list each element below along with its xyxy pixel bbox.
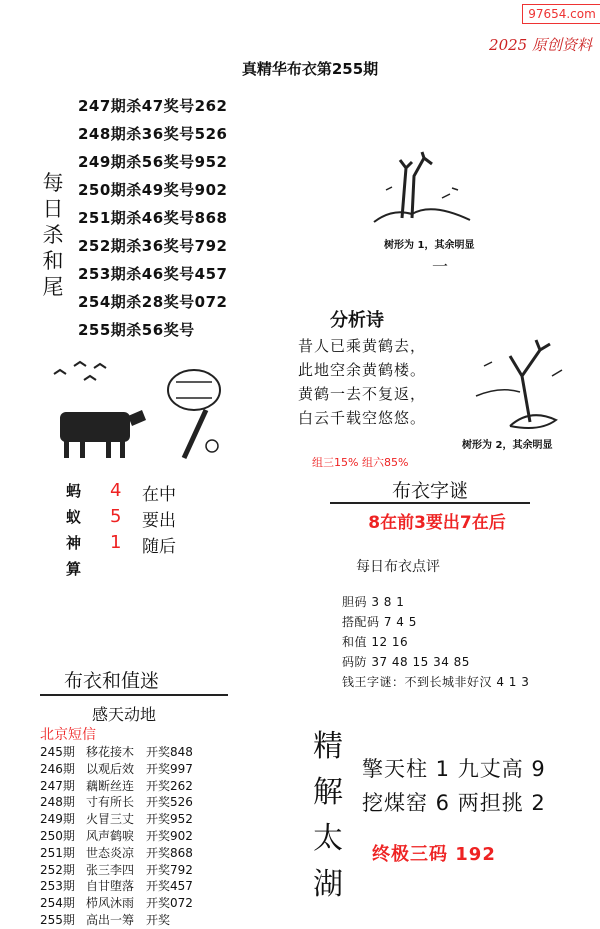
kill-list-item: 251期杀46奖号868 xyxy=(78,209,228,227)
riddle-title-underline xyxy=(330,502,530,504)
kill-list xyxy=(78,92,228,344)
ant-phrases xyxy=(142,482,176,560)
poem-line: 此地空余黄鹤楼。 xyxy=(298,361,427,379)
sum-riddle-row: 248期 寸有所长 开奖526 xyxy=(40,795,193,810)
sum-riddle-row: 253期 自甘堕落 开奖457 xyxy=(40,879,193,894)
tree-sketch-1 xyxy=(372,148,472,228)
kill-list-item: 253期杀46奖号457 xyxy=(78,265,228,283)
sum-riddle-row: 247期 藕断丝连 开奖262 xyxy=(40,778,193,793)
ant-number: 1 xyxy=(110,532,122,553)
review-title: 每日布衣点评 xyxy=(356,559,440,575)
vertical-char: 太 xyxy=(313,821,343,856)
sum-riddle-row: 250期 风声鹤唳 开奖902 xyxy=(40,828,193,843)
jingjie-vertical-title xyxy=(308,724,348,908)
sum-riddle-row: 249期 火冒三丈 开奖952 xyxy=(40,812,193,827)
sum-riddle-row: 251期 世态炎凉 开奖868 xyxy=(40,845,193,860)
site-watermark: 97654.com xyxy=(522,4,600,24)
poem-line: 白云千载空悠悠。 xyxy=(298,409,427,427)
kill-list-item: 254期杀28奖号072 xyxy=(78,293,228,311)
sum-riddle-row: 245期 移花接木 开奖848 xyxy=(40,745,193,759)
ant-number: 5 xyxy=(110,506,122,527)
sum-riddle-title: 布衣和值迷 xyxy=(64,670,160,692)
poem-line: 昔人已乘黄鹤去， xyxy=(298,337,427,355)
riddle-title: 布衣字谜 xyxy=(391,480,468,502)
ant-phrase: 在中 xyxy=(142,485,176,505)
daily-kill-vertical-label xyxy=(38,170,68,300)
kill-list-item: 248期杀36奖号526 xyxy=(78,125,228,143)
riddle-answer: 8在前3要出7在后 xyxy=(368,513,506,533)
sum-riddle-list xyxy=(40,744,193,929)
poem-title: 分析诗 xyxy=(330,310,384,331)
ant-label-char: 神 xyxy=(66,534,82,552)
kill-list-item: 247期杀47奖号262 xyxy=(78,97,228,115)
ant-labels xyxy=(66,478,81,582)
vertical-char: 解 xyxy=(313,775,343,810)
kill-list-item: 250期杀49奖号902 xyxy=(78,181,228,199)
vertical-char: 杀 xyxy=(42,223,64,247)
sum-riddle-row: 255期 高出一筹 开奖 xyxy=(40,912,171,927)
vertical-char: 湖 xyxy=(313,867,343,902)
review-list xyxy=(342,592,529,692)
kill-list-item: 255期杀56奖号 xyxy=(78,321,195,339)
jingjie-line: 挖煤窑 6 两担挑 2 xyxy=(362,791,546,815)
ant-numbers xyxy=(110,478,121,556)
sum-riddle-subtitle: 感天动地 xyxy=(92,705,157,724)
vertical-char: 日 xyxy=(42,197,64,221)
vertical-char: 尾 xyxy=(42,275,64,299)
review-line: 搭配码 7 4 5 xyxy=(342,615,417,629)
ant-phrase: 要出 xyxy=(142,511,176,531)
kill-list-item: 252期杀36奖号792 xyxy=(78,237,228,255)
sum-riddle-underline xyxy=(40,694,228,696)
tree2-caption: 树形为 2，其余明显 xyxy=(462,440,553,451)
review-line: 和值 12 16 xyxy=(342,635,409,649)
poem-line: 黄鹤一去不复返， xyxy=(298,385,427,403)
ant-label-char: 蚂 xyxy=(66,482,82,500)
ant-phrase: 随后 xyxy=(142,537,176,557)
year-tag: 2025 原创资料 xyxy=(489,36,592,54)
review-line: 码防 37 48 15 34 85 xyxy=(342,655,470,669)
sum-riddle-row: 254期 栉风沐雨 开奖072 xyxy=(40,896,193,911)
sum-riddle-row: 246期 以观后效 开奖997 xyxy=(40,761,193,776)
vertical-char: 精 xyxy=(313,729,343,764)
vertical-char: 和 xyxy=(42,249,64,273)
ox-lantern-illustration xyxy=(44,354,244,464)
jingjie-line: 擎天柱 1 九丈高 9 xyxy=(362,757,546,781)
review-line: 钱王字谜：不到长城非好汉 4 1 3 xyxy=(342,675,530,689)
tree-sketch-2 xyxy=(470,336,590,436)
group-percentages: 组三15% 组六85% xyxy=(312,456,409,469)
vertical-char: 每 xyxy=(42,171,64,195)
ant-label-char: 蚁 xyxy=(66,508,82,526)
final-three-numbers: 终极三码 192 xyxy=(372,844,496,865)
page-title: 真精华布衣第255期 xyxy=(241,60,379,78)
tree1-caption: 树形为 1，其余明显 xyxy=(384,240,475,251)
ant-number: 4 xyxy=(110,480,122,501)
kill-list-item: 249期杀56奖号952 xyxy=(78,153,228,171)
poem xyxy=(298,334,426,430)
jingjie-lines xyxy=(362,752,546,820)
sum-riddle-row: 252期 张三李四 开奖792 xyxy=(40,862,193,877)
review-line: 胆码 3 8 1 xyxy=(342,595,405,609)
ant-label-char: 算 xyxy=(66,560,82,578)
tree1-mark: 一 xyxy=(432,257,449,276)
sum-riddle-source: 北京短信 xyxy=(40,727,96,743)
